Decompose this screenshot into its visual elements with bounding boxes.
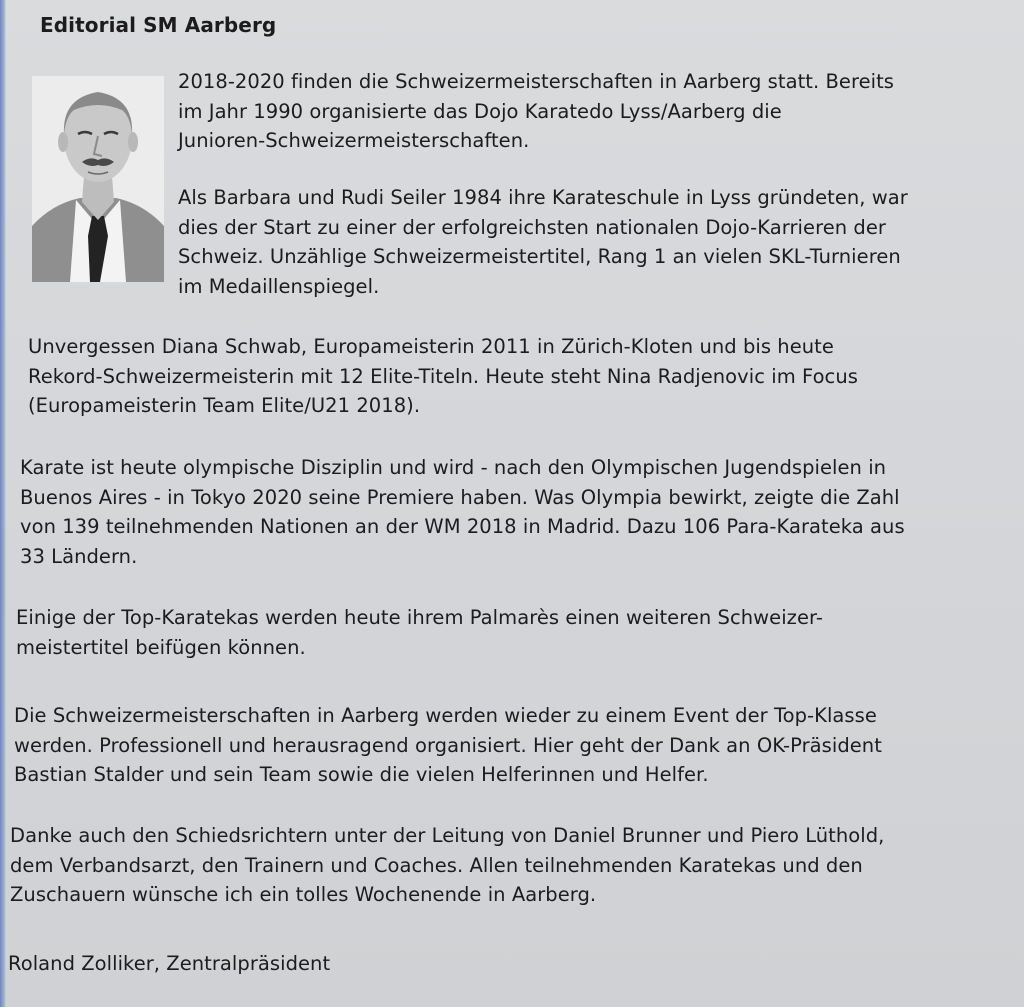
text-line: von 139 teilnehmenden Nationen an der WM 2018 in Madrid. Dazu 106 Para-Karateka aus: [20, 515, 905, 539]
text-line: meistertitel beifügen können.: [16, 635, 306, 659]
page-title: Editorial SM Aarberg: [40, 13, 277, 37]
paragraph-7: [10, 821, 884, 910]
text-line: Junioren-Schweizermeisterschaften.: [178, 129, 530, 153]
author-photo: [32, 76, 164, 282]
text-line: Zuschauern wünsche ich ein tolles Wochenende in Aarberg.: [10, 883, 597, 907]
text-line: Karate ist heute olympische Disziplin und wird - nach den Olympischen Jugendspielen in: [20, 456, 887, 479]
text-line: Einige der Top-Karatekas werden heute ihrem Palmarès einen weiteren Schweizer-: [16, 606, 823, 629]
paragraph-4: [20, 453, 905, 571]
text-line: (Europameisterin Team Elite/U21 2018).: [28, 394, 421, 418]
text-line: werden. Professionell und herausragend organisiert. Hier geht der Dank an OK-Präsident: [14, 733, 882, 757]
text-line: Buenos Aires - in Tokyo 2020 seine Premiere haben. Was Olympia bewirkt, zeigte die Zahl: [20, 485, 900, 509]
text-line: Danke auch den Schiedsrichtern unter der Leitung von Daniel Brunner und Piero Lüthold,: [10, 824, 885, 847]
text-line: Schweiz. Unzählige Schweizermeistertitel, Rang 1 an vielen SKL-Turnieren: [178, 245, 901, 269]
text-line: 2018-2020 finden die Schweizermeisterschaften in Aarberg statt. Bereits: [178, 70, 895, 93]
text-line: Rekord-Schweizermeisterin mit 12 Elite-Titeln. Heute steht Nina Radjenovic im Focus: [28, 364, 858, 388]
page-edge: [0, 0, 6, 1007]
text-line: dem Verbandsarzt, den Trainern und Coaches. Allen teilnehmenden Karatekas und den: [10, 853, 863, 877]
paragraph-3: [28, 332, 858, 421]
paragraph-5: [16, 603, 823, 662]
text-line: Unvergessen Diana Schwab, Europameisterin 2011 in Zürich-Kloten und bis heute: [28, 335, 834, 358]
text-line: Die Schweizermeisterschaften in Aarberg werden wieder zu einem Event der Top-Klasse: [14, 704, 877, 727]
paragraph-6: [14, 701, 882, 790]
portrait-photo-icon: [32, 76, 164, 282]
text-line: Bastian Stalder und sein Team sowie die vielen Helferinnen und Helfer.: [14, 763, 709, 787]
paragraph-1: [178, 67, 894, 156]
text-line: dies der Start zu einer der erfolgreichsten nationalen Dojo-Karrieren der: [178, 215, 886, 239]
text-line: 33 Ländern.: [20, 544, 138, 568]
paragraph-2: [178, 183, 908, 301]
text-line: im Jahr 1990 organisierte das Dojo Karatedo Lyss/Aarberg die: [178, 99, 782, 123]
text-line: im Medaillenspiegel.: [178, 274, 380, 298]
text-line: Als Barbara und Rudi Seiler 1984 ihre Karateschule in Lyss gründeten, war: [178, 186, 908, 209]
signature: Roland Zolliker, Zentralpräsident: [8, 952, 331, 975]
